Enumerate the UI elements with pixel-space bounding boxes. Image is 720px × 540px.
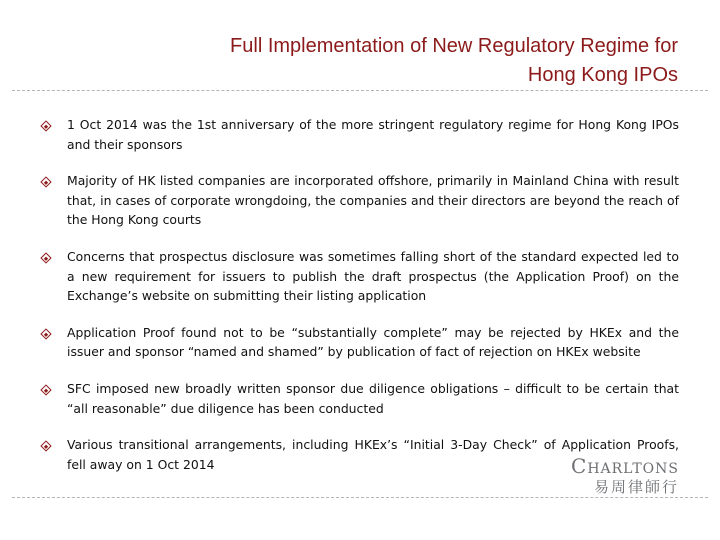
slide-title bbox=[78, 32, 678, 90]
bullet-marker-icon bbox=[40, 440, 51, 451]
top-divider bbox=[12, 90, 708, 91]
bullet-marker-icon bbox=[40, 252, 51, 263]
bullet-text: Concerns that prospectus disclosure was sometimes falling short of the standard expected led to a new requirement for issuers to publish the draft prospectus (the Application Proof) on the Exchange’s website on submitting their listing application bbox=[67, 248, 679, 304]
bullet-text: SFC imposed new broadly written sponsor due diligence obligations – difficult to be certain that “all reasonable” due diligence has been conducted bbox=[67, 380, 679, 416]
bullet-item bbox=[42, 323, 679, 362]
charltons-logo bbox=[571, 455, 679, 496]
bullet-item bbox=[42, 247, 679, 306]
bullet-marker-icon bbox=[40, 177, 51, 188]
title-line-1: Full Implementation of New Regulatory Regime for bbox=[230, 35, 678, 57]
title-line-2: Hong Kong IPOs bbox=[527, 64, 678, 86]
bullet-list bbox=[42, 115, 679, 491]
bullet-marker-icon bbox=[40, 384, 51, 395]
bullet-text: 1 Oct 2014 was the 1st anniversary of the more stringent regulatory regime for Hong Kong IPOs and their sponsors bbox=[67, 117, 679, 152]
bullet-item bbox=[42, 171, 679, 230]
bullet-item bbox=[42, 379, 679, 418]
logo-name: Charltons bbox=[571, 454, 679, 478]
bullet-marker-icon bbox=[40, 120, 51, 131]
bullet-text: Various transitional arrangements, including HKEx’s “Initial 3-Day Check” of Application Proofs, fell away on 1 Oct 2014 bbox=[67, 437, 679, 472]
bullet-marker-icon bbox=[40, 328, 51, 339]
bullet-text: Application Proof found not to be “substantially complete” may be rejected by HKEx and the issuer and sponsor “named and shamed” by publication of fact of rejection on HKEx website bbox=[67, 324, 679, 360]
bullet-item bbox=[42, 115, 679, 154]
bottom-divider bbox=[12, 497, 708, 498]
bullet-text: Majority of HK listed companies are incorporated offshore, primarily in Mainland China with result that, in cases of corporate wrongdoing, the companies and their directors are beyond the reach of the Hong Kong courts bbox=[67, 173, 679, 228]
logo-chinese-name: 易周律師行 bbox=[593, 478, 679, 496]
